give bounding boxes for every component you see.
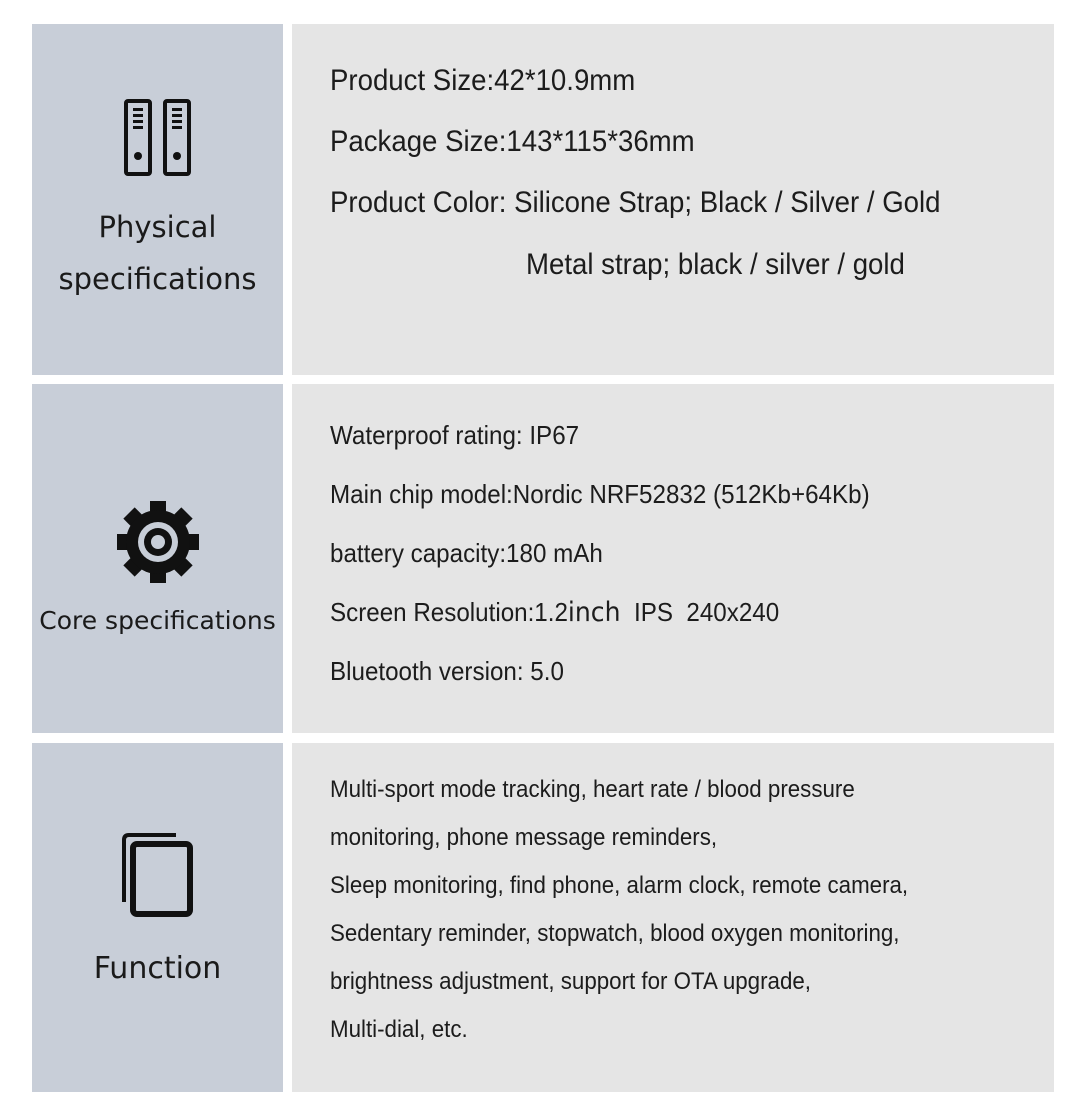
- product-color-metal: Metal strap; black / silver / gold: [526, 248, 905, 281]
- function-line: brightness adjustment, support for OTA upgrade,: [330, 968, 811, 995]
- physical-specs-label-cell: [32, 24, 283, 375]
- core-specs-content: [292, 384, 1054, 733]
- function-line: Multi-sport mode tracking, heart rate / blood pressure: [330, 776, 855, 803]
- battery-capacity: battery capacity:180 mAh: [330, 538, 603, 568]
- function-line: monitoring, phone message reminders,: [330, 824, 718, 851]
- package-size: Package Size:143*115*36mm: [330, 125, 695, 158]
- function-line: Multi-dial, etc.: [330, 1016, 468, 1043]
- screen-resolution: Screen Resolution:1.2inch IPS 240x240: [330, 597, 780, 628]
- copy-pages-icon: [118, 832, 198, 920]
- section-title: Core specifications: [39, 606, 276, 635]
- bluetooth-version: Bluetooth version: 5.0: [330, 656, 564, 686]
- function-label-cell: [32, 743, 283, 1092]
- waterproof-rating: Waterproof rating: IP67: [330, 420, 580, 450]
- core-specs-label-cell: [32, 384, 283, 733]
- function-line: Sedentary reminder, stopwatch, blood oxygen monitoring,: [330, 920, 900, 947]
- product-size: Product Size:42*10.9mm: [330, 64, 636, 97]
- gear-icon: [116, 500, 200, 584]
- section-title: Function: [93, 951, 222, 986]
- section-title: Physical specifications: [58, 210, 257, 296]
- main-chip-model: Main chip model:Nordic NRF52832 (512Kb+64Kb): [330, 479, 870, 509]
- function-content: [292, 743, 1054, 1092]
- function-line: Sleep monitoring, find phone, alarm clock, remote camera,: [330, 872, 909, 899]
- binders-icon: [123, 99, 193, 177]
- product-color: Product Color: Silicone Strap; Black / Silver / Gold: [330, 186, 941, 219]
- physical-specs-content: [292, 24, 1054, 375]
